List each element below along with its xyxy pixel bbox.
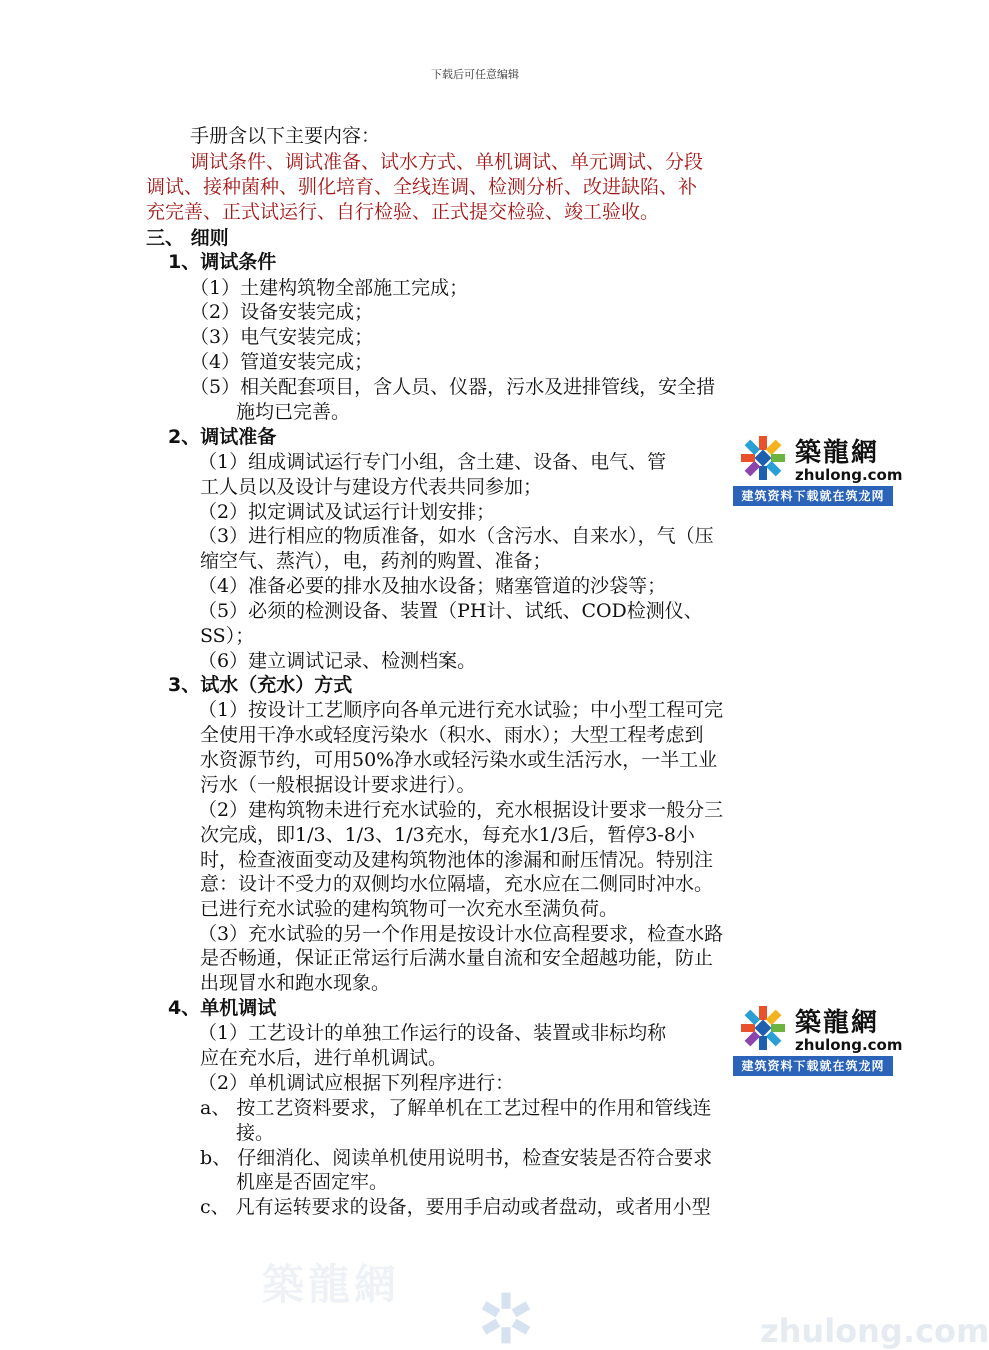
list-item: 出现冒水和跑水现象。 [200,972,391,994]
watermark-name-en: zhulong.com [760,1312,989,1350]
list-item: 次完成，即1/3、1/3、1/3充水，每充水1/3后，暂停3-8小 [200,824,695,846]
subsection-title: 3、试水（充水）方式 [168,674,353,696]
intro-red-line: 调试、接种菌种、驯化培育、全线连调、检测分析、改进缺陷、补 [146,176,698,198]
subsection-title: 1、调试条件 [168,251,277,273]
list-item: （6）建立调试记录、检测档案。 [198,650,477,672]
list-item: 已进行充水试验的建构筑物可一次充水至满负荷。 [200,898,619,920]
list-item: （1）工艺设计的单独工作运行的设备、装置或非标均称 [198,1022,667,1044]
list-item: 缩空气、蒸汽），电，药剂的购置、准备； [200,550,552,572]
logo-name-en: zhulong.com [795,466,903,484]
list-item: （1）按设计工艺顺序向各单元进行充水试验；中小型工程可完 [198,699,724,721]
list-item: SS）； [200,625,255,647]
list-item: （5）相关配套项目，含人员、仪器，污水及进排管线，安全措 [190,376,716,398]
list-item: （2）建构筑物未进行充水试验的，充水根据设计要求一般分三 [198,799,724,821]
list-item: （3）进行相应的物质准备，如水（含污水、自来水），气（压 [198,525,714,547]
list-item: 接。 [236,1122,275,1144]
list-item: 意：设计不受力的双侧均水位隔墙，充水应在二侧同时冲水。 [200,873,714,895]
list-item: 水资源节约，可用50%净水或轻污染水或生活污水，一半工业 [200,749,718,771]
list-item: （4）管道安装完成； [190,351,374,373]
list-item: 机座是否固定牢。 [236,1171,389,1193]
intro-red-line: 充完善、正式试运行、自行检验、正式提交检验、竣工验收。 [146,201,660,223]
logo-name-cn: 築龍網 [795,1008,880,1038]
page-header: 下载后可任意编辑 [431,68,519,81]
list-item: （2）单机调试应根据下列程序进行： [198,1072,515,1094]
list-item: 工人员以及设计与建设方代表共同参加； [200,476,543,498]
watermark-snowflake-icon [476,1288,536,1348]
list-item: （1）组成调试运行专门小组，含土建、设备、电气、管 [198,451,667,473]
intro-red-line: 调试条件、调试准备、试水方式、单机调试、单元调试、分段 [190,151,704,173]
list-item: 时，检查液面变动及建构筑物池体的渗漏和耐压情况。特别注 [200,849,714,871]
watermark-name-cn: 築龍網 [262,1260,401,1309]
intro-lead: 手册含以下主要内容： [190,125,381,147]
list-item: 污水（一般根据设计要求进行）。 [200,774,476,796]
subsection-title: 4、单机调试 [168,997,277,1019]
logo-name-en: zhulong.com [795,1036,903,1054]
list-item: （2）设备安装完成； [190,301,374,323]
list-item: （1）土建构筑物全部施工完成； [190,277,469,299]
subsection-title: 2、调试准备 [168,426,277,448]
zhulong-logo [733,430,903,508]
section-title: 三、 细则 [146,227,229,249]
logo-slogan: 建筑资料下载就在筑龙网 [733,486,893,506]
logo-slogan: 建筑资料下载就在筑龙网 [733,1056,893,1076]
list-item: （3）充水试验的另一个作用是按设计水位高程要求，检查水路 [198,923,724,945]
list-item: 是否畅通，保证正常运行后满水量自流和安全超越功能，防止 [200,947,714,969]
zhulong-logo [733,1000,903,1078]
list-item: c、 凡有运转要求的设备，要用手启动或者盘动，或者用小型 [200,1196,711,1218]
list-item: b、 仔细消化、阅读单机使用说明书，检查安装是否符合要求 [200,1147,713,1169]
logo-name-cn: 築龍網 [795,438,880,468]
list-item: 全使用干净水或轻度污染水（积水、雨水）；大型工程考虑到 [200,724,704,746]
list-item: a、 按工艺资料要求，了解单机在工艺过程中的作用和管线连 [200,1097,712,1119]
list-item: （2）拟定调试及试运行计划安排； [198,501,496,523]
snowflake-logo-icon [737,1002,789,1054]
list-item: 施均已完善。 [236,401,351,423]
list-item: （5）必须的检测设备、装置（PH计、试纸、COD检测仪、 [198,600,703,622]
list-item: 应在充水后，进行单机调试。 [200,1047,448,1069]
list-item: （3）电气安装完成； [190,326,374,348]
list-item: （4）准备必要的排水及抽水设备；赌塞管道的沙袋等； [198,575,667,597]
snowflake-logo-icon [737,432,789,484]
